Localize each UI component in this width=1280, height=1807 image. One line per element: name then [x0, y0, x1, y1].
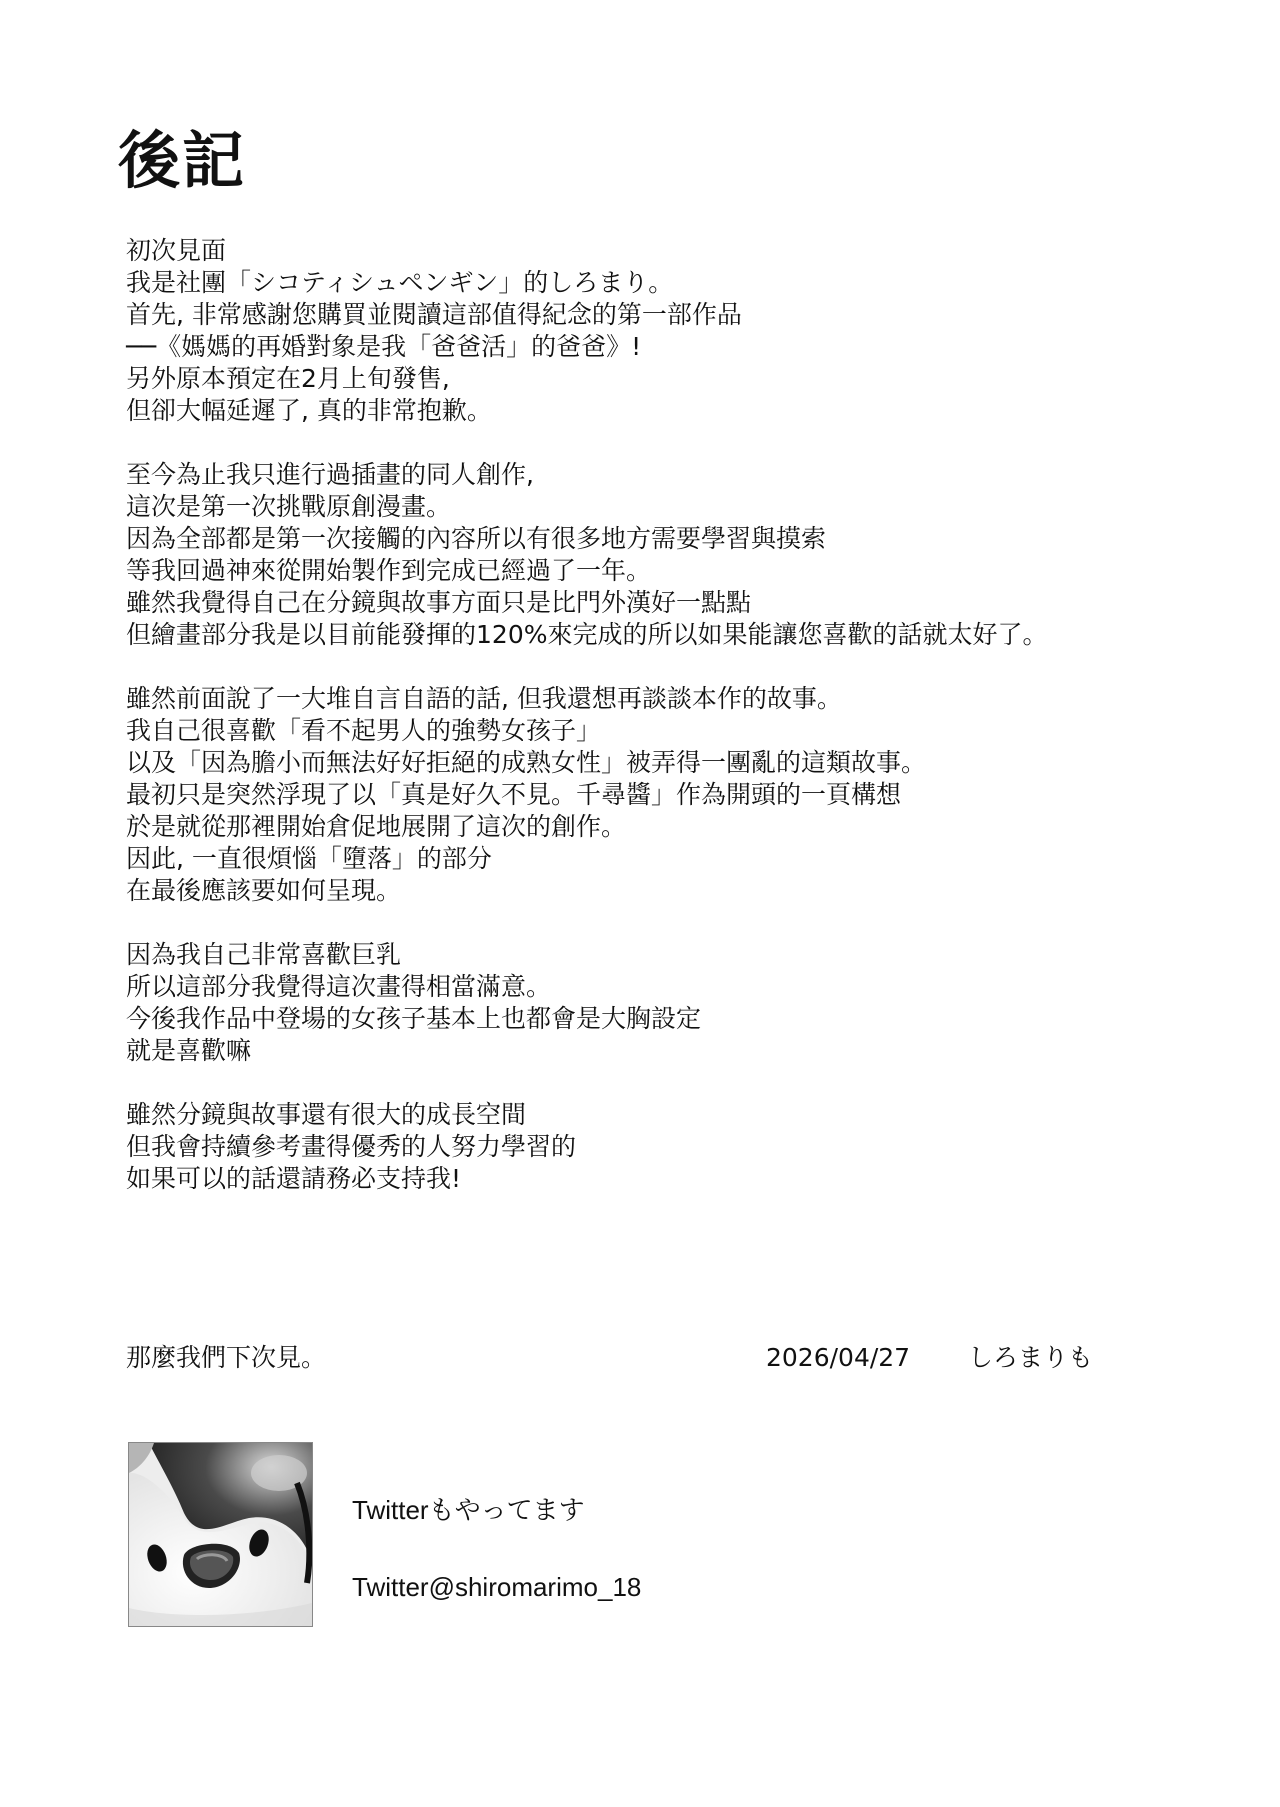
text-line: 等我回過神來從開始製作到完成已經過了一年。 — [126, 556, 652, 585]
text-line: 我是社團「シコティシュペンギン」的しろまり。 — [126, 268, 674, 297]
text-line: 所以這部分我覺得這次畫得相當滿意。 — [126, 972, 552, 1001]
text-line: 這次是第一次挑戰原創漫畫。 — [126, 492, 452, 521]
afterword-body — [126, 235, 1236, 1227]
page-title: 後記 — [118, 124, 247, 197]
twitter-note: Twitterもやってます — [352, 1495, 585, 1525]
paragraph — [126, 939, 1236, 1067]
twitter-handle: Twitter@shiromarimo_18 — [352, 1572, 642, 1602]
text-line: 雖然前面說了一大堆自言自語的話, 但我還想再談談本作的故事。 — [126, 684, 842, 713]
text-line: 另外原本預定在2月上旬發售, — [126, 364, 450, 393]
text-line: 就是喜歡嘛 — [126, 1036, 252, 1065]
author-name: しろまりも — [968, 1343, 1094, 1372]
text-line: 因為我自己非常喜歡巨乳 — [126, 940, 402, 969]
text-line: 但我會持續參考畫得優秀的人努力學習的 — [126, 1132, 577, 1161]
text-line: 在最後應該要如何呈現。 — [126, 876, 402, 905]
text-line: 因為全部都是第一次接觸的內容所以有很多地方需要學習與摸索 — [126, 524, 827, 553]
text-line: 但卻大幅延遲了, 真的非常抱歉。 — [126, 396, 492, 425]
paragraph — [126, 459, 1236, 651]
text-line: 雖然我覺得自己在分鏡與故事方面只是比門外漢好一點點 — [126, 588, 752, 617]
date: 2026/04/27 — [766, 1343, 911, 1372]
text-line: 於是就從那裡開始倉促地展開了這次的創作。 — [126, 812, 627, 841]
paragraph — [126, 235, 1236, 427]
paragraph — [126, 683, 1236, 907]
text-line: 初次見面 — [126, 236, 227, 265]
penguin-face-icon — [129, 1443, 312, 1626]
text-line: 至今為止我只進行過插畫的同人創作, — [126, 460, 534, 489]
paragraph — [126, 1099, 1236, 1195]
text-line: 但繪畫部分我是以目前能發揮的120%來完成的所以如果能讓您喜歡的話就太好了。 — [126, 620, 1048, 649]
text-line: 雖然分鏡與故事還有很大的成長空間 — [126, 1100, 527, 1129]
closing-line: 那麼我們下次見。 — [126, 1343, 327, 1372]
text-line: ──《媽媽的再婚對象是我「爸爸活」的爸爸》! — [126, 332, 642, 361]
text-line: 今後我作品中登場的女孩子基本上也都會是大胸設定 — [126, 1004, 702, 1033]
author-avatar — [128, 1442, 313, 1627]
text-line: 以及「因為膽小而無法好好拒絕的成熟女性」被弄得一團亂的這類故事。 — [126, 748, 927, 777]
text-line: 首先, 非常感謝您購買並閱讀這部值得紀念的第一部作品 — [126, 300, 742, 329]
text-line: 因此, 一直很煩惱「墮落」的部分 — [126, 844, 492, 873]
text-line: 如果可以的話還請務必支持我! — [126, 1164, 462, 1193]
text-line: 我自己很喜歡「看不起男人的強勢女孩子」 — [126, 716, 602, 745]
text-line: 最初只是突然浮現了以「真是好久不見。千尋醬」作為開頭的一頁構想 — [126, 780, 902, 809]
